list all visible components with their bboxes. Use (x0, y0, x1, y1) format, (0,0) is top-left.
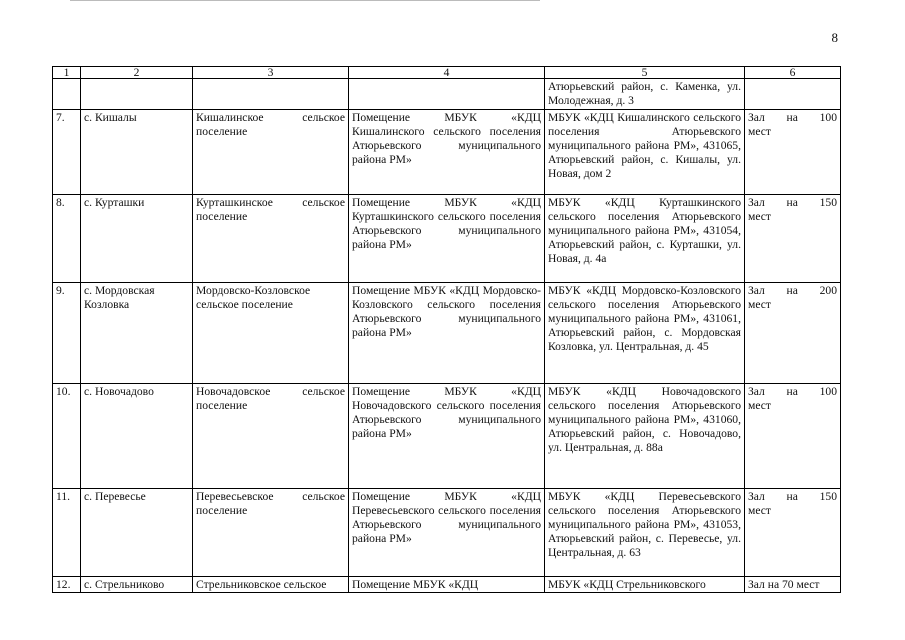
venues-table (52, 66, 841, 593)
capacity-hall: Зал (748, 385, 765, 398)
village-cell: с. Стрельниково (81, 577, 193, 593)
capacity-cell (745, 489, 841, 577)
settlement-cell: Кишалинское сельское поселение (193, 110, 349, 195)
capacity-on: на (786, 196, 798, 209)
capacity-on: на (786, 284, 798, 297)
table-row (53, 283, 841, 384)
row-number: 11. (53, 489, 81, 577)
premises-cell: Помещение МБУК «КДЦ Мордовско-Козловского сельского поселения Атюрьевского муниципального района РМ» (349, 283, 545, 384)
settlement-cell: Курташкинское сельское поселение (193, 195, 349, 283)
capacity-unit: мест (748, 298, 771, 311)
empty-cell (53, 79, 81, 110)
address-cell: МБУК «КДЦ Новочадовского сельского поселения Атюрьевского муниципального района РМ», 431060, Атюрьевский район, с. Новочадово, ул. Центральная, д. 88а (545, 384, 745, 489)
empty-cell (349, 79, 545, 110)
capacity-number: 100 (819, 111, 837, 124)
capacity-hall: Зал (748, 196, 765, 209)
empty-cell (745, 79, 841, 110)
premises-cell: Помещение МБУК «КДЦ Новочадовского сельского поселения Атюрьевского муниципального района РМ» (349, 384, 545, 489)
capacity-unit: мест (748, 125, 771, 138)
column-number: 1 (53, 67, 81, 79)
table-row (53, 110, 841, 195)
row-number: 7. (53, 110, 81, 195)
column-number: 4 (349, 67, 545, 79)
capacity-number: 200 (819, 284, 837, 297)
column-number: 5 (545, 67, 745, 79)
capacity-hall: Зал (748, 111, 765, 124)
column-number: 2 (81, 67, 193, 79)
address-cell: МБУК «КДЦ Стрельниковского (545, 577, 745, 593)
address-cell: Атюрьевский район, с. Каменка, ул. Молодежная, д. 3 (545, 79, 745, 110)
capacity-cell: Зал на 70 мест (745, 577, 841, 593)
row-number: 8. (53, 195, 81, 283)
empty-cell (81, 79, 193, 110)
column-number-row (53, 67, 841, 79)
capacity-unit: мест (748, 210, 771, 223)
address-cell: МБУК «КДЦ Перевесьевского сельского поселения Атюрьевского муниципального района РМ», 431053, Атюрьевский район, с. Перевесье, ул. Центральная, д. 63 (545, 489, 745, 577)
capacity-unit: мест (748, 399, 771, 412)
village-cell: с. Новочадово (81, 384, 193, 489)
continuation-row (53, 79, 841, 110)
village-cell: с. Перевесье (81, 489, 193, 577)
top-rule (70, 0, 540, 1)
settlement-cell: Перевесьевское сельское поселение (193, 489, 349, 577)
capacity-number: 150 (819, 196, 837, 209)
settlement-cell: Мордовско-Козловское сельское поселение (193, 283, 349, 384)
capacity-on: на (786, 385, 798, 398)
capacity-unit: мест (748, 504, 771, 517)
address-cell: МБУК «КДЦ Курташкинского сельского поселения Атюрьевского муниципального района РМ», 431054, Атюрьевский район, с. Курташки, ул. Новая, д. 4а (545, 195, 745, 283)
row-number: 10. (53, 384, 81, 489)
premises-cell: Помещение МБУК «КДЦ Кишалинского сельского поселения Атюрьевского муниципального района РМ» (349, 110, 545, 195)
capacity-hall: Зал (748, 284, 765, 297)
capacity-cell (745, 110, 841, 195)
capacity-on: на (786, 111, 798, 124)
capacity-number: 100 (819, 385, 837, 398)
premises-cell: Помещение МБУК «КДЦ Перевесьевского сельского поселения Атюрьевского муниципального района РМ» (349, 489, 545, 577)
table-row (53, 577, 841, 593)
address-cell: МБУК «КДЦ Мордовско-Козловского сельского поселения Атюрьевского муниципального района РМ», 431061, Атюрьевский район, с. Мордовская Козловка, ул. Центральная, д. 45 (545, 283, 745, 384)
table-row (53, 195, 841, 283)
premises-cell: Помещение МБУК «КДЦ Курташкинского сельского поселения Атюрьевского муниципального района РМ» (349, 195, 545, 283)
table-row (53, 489, 841, 577)
settlement-cell: Стрельниковское сельское (193, 577, 349, 593)
settlement-cell: Новочадовское сельское поселение (193, 384, 349, 489)
capacity-on: на (786, 490, 798, 503)
premises-cell: Помещение МБУК «КДЦ (349, 577, 545, 593)
capacity-number: 150 (819, 490, 837, 503)
row-number: 9. (53, 283, 81, 384)
empty-cell (193, 79, 349, 110)
column-number: 3 (193, 67, 349, 79)
capacity-cell (745, 283, 841, 384)
village-cell: с. Мордовская Козловка (81, 283, 193, 384)
village-cell: с. Курташки (81, 195, 193, 283)
page-number: 8 (831, 30, 838, 45)
column-number: 6 (745, 67, 841, 79)
table-row (53, 384, 841, 489)
address-cell: МБУК «КДЦ Кишалинского сельского поселения Атюрьевского муниципального района РМ», 431065, Атюрьевский район, с. Кишалы, ул. Новая, дом 2 (545, 110, 745, 195)
village-cell: с. Кишалы (81, 110, 193, 195)
row-number: 12. (53, 577, 81, 593)
capacity-cell (745, 195, 841, 283)
capacity-hall: Зал (748, 490, 765, 503)
capacity-cell (745, 384, 841, 489)
